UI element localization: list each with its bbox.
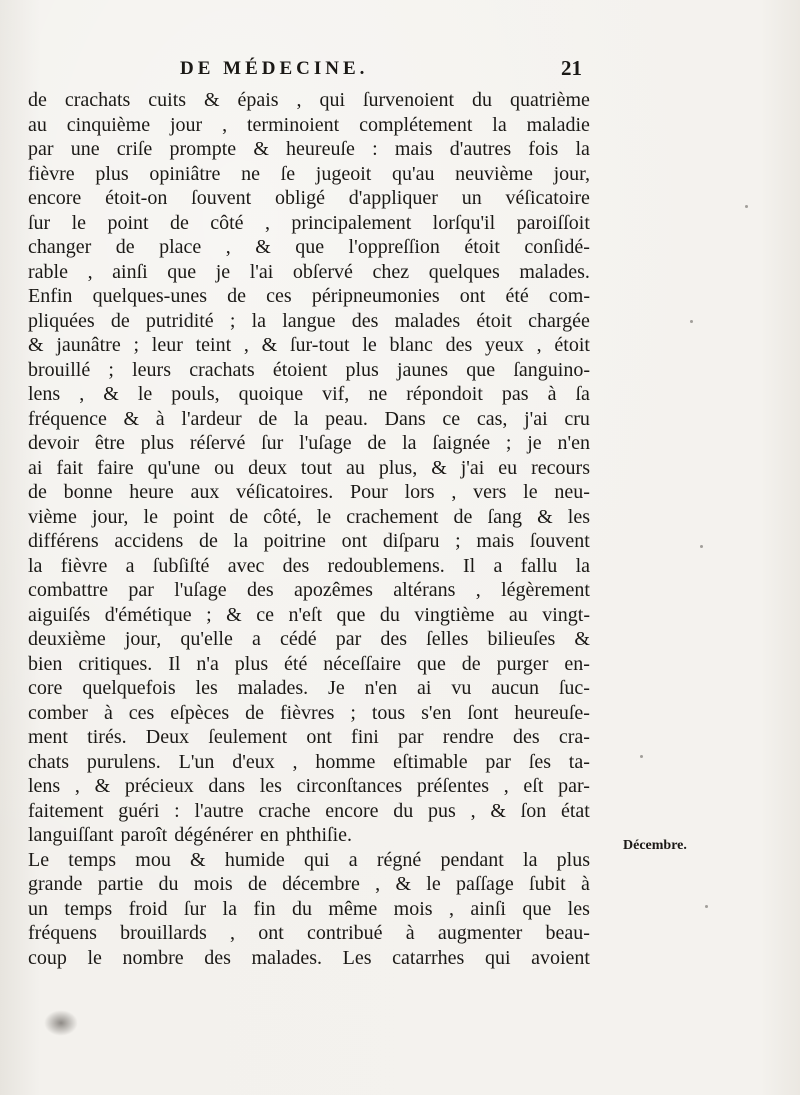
text-line: core quelquefois les malades. Je n'en ai vu aucun ſuc-	[28, 677, 590, 699]
text-line: au cinquième jour , terminoient complétement la maladie	[28, 113, 590, 136]
text-line: changer de place , & que l'oppreſſion étoit conſidé-	[28, 236, 590, 258]
text-line: de crachats cuits & épais , qui ſurvenoient du quatrième	[28, 89, 590, 111]
text-line: Enfin quelques-unes de ces péripneumonies ont été com-	[28, 285, 590, 307]
text-line: vième jour, le point de côté, le crachement de ſang & les	[28, 505, 590, 528]
text-line: grande partie du mois de décembre , & le paſſage ſubit à	[28, 873, 590, 895]
text-line: aiguiſés d'émétique ; & ce n'eſt que du vingtième au vingt-	[28, 603, 590, 626]
text-line: rable , ainſi que je l'ai obſervé chez quelques malades.	[28, 260, 590, 283]
text-line: ment tirés. Deux ſeulement ont fini par rendre des cra-	[28, 726, 590, 748]
text-line: Le temps mou & humide qui a régné pendant la plus	[28, 848, 590, 871]
text-line: brouillé ; leurs crachats étoient plus jaunes que ſanguino-	[28, 358, 590, 381]
text-line: faitement guéri : l'autre crache encore du pus , & ſon état	[28, 799, 590, 822]
text-line: bien critiques. Il n'a plus été néceſſaire que de purger en-	[28, 652, 590, 675]
running-title: DE MÉDECINE.	[180, 58, 369, 79]
text-line: languiſſant paroît dégénérer en phthiſie.	[28, 824, 353, 846]
text-line: un temps froid ſur la fin du même mois , ainſi que les	[28, 897, 590, 920]
text-line: coup le nombre des malades. Les catarrhes qui avoient	[28, 946, 590, 969]
paper-speck	[705, 905, 708, 908]
ink-smudge	[44, 1010, 78, 1036]
text-line: deuxième jour, qu'elle a cédé par des ſelles bilieuſes &	[28, 628, 590, 650]
text-line: fièvre plus opiniâtre ne ſe jugeoit qu'au neuvième jour,	[28, 162, 590, 185]
text-line: de bonne heure aux véſicatoires. Pour lors , vers le neu-	[28, 481, 590, 503]
text-line: lens , & précieux dans les circonſtances préſentes , eſt par-	[28, 775, 590, 797]
paper-speck	[700, 545, 703, 548]
paper-speck	[690, 320, 693, 323]
text-line: la fièvre a ſubſiſté avec des redoublemens. Il a fallu la	[28, 554, 590, 577]
text-line: ai fait faire qu'une ou deux tout au plus, & j'ai eu recours	[28, 456, 590, 479]
text-line: par une criſe prompte & heureuſe : mais d'autres fois la	[28, 138, 590, 160]
text-line: lens , & le pouls, quoique vif, ne répondoit pas à ſa	[28, 383, 590, 405]
margin-note: Décembre.	[623, 838, 687, 853]
paper-speck	[745, 205, 748, 208]
text-line: combattre par l'uſage des apozêmes altérans , légèrement	[28, 579, 590, 601]
text-line: pliquées de putridité ; la langue des malades étoit chargée	[28, 309, 590, 332]
page-number: 21	[561, 56, 582, 80]
paper-speck	[640, 755, 643, 758]
text-line: fréquence & à l'ardeur de la peau. Dans ce cas, j'ai cru	[28, 407, 590, 430]
text-line: encore étoit-on ſouvent obligé d'appliquer un véſicatoire	[28, 187, 590, 209]
text-line: devoir être plus réſervé ſur l'uſage de la ſaignée ; je n'en	[28, 432, 590, 454]
text-line: ſur le point de côté , principalement lorſqu'il paroiſſoit	[28, 211, 590, 234]
text-line: & jaunâtre ; leur teint , & ſur-tout le blanc des yeux , étoit	[28, 334, 590, 356]
text-line: comber à ces eſpèces de fièvres ; tous s'en ſont heureuſe-	[28, 701, 590, 724]
text-line: chats purulens. L'un d'eux , homme eſtimable par ſes ta-	[28, 750, 590, 773]
text-line: différens accidens de la poitrine ont diſparu ; mais ſouvent	[28, 530, 590, 552]
body-text	[28, 88, 590, 970]
text-line: fréquens brouillards , ont contribué à augmenter beau-	[28, 922, 590, 944]
